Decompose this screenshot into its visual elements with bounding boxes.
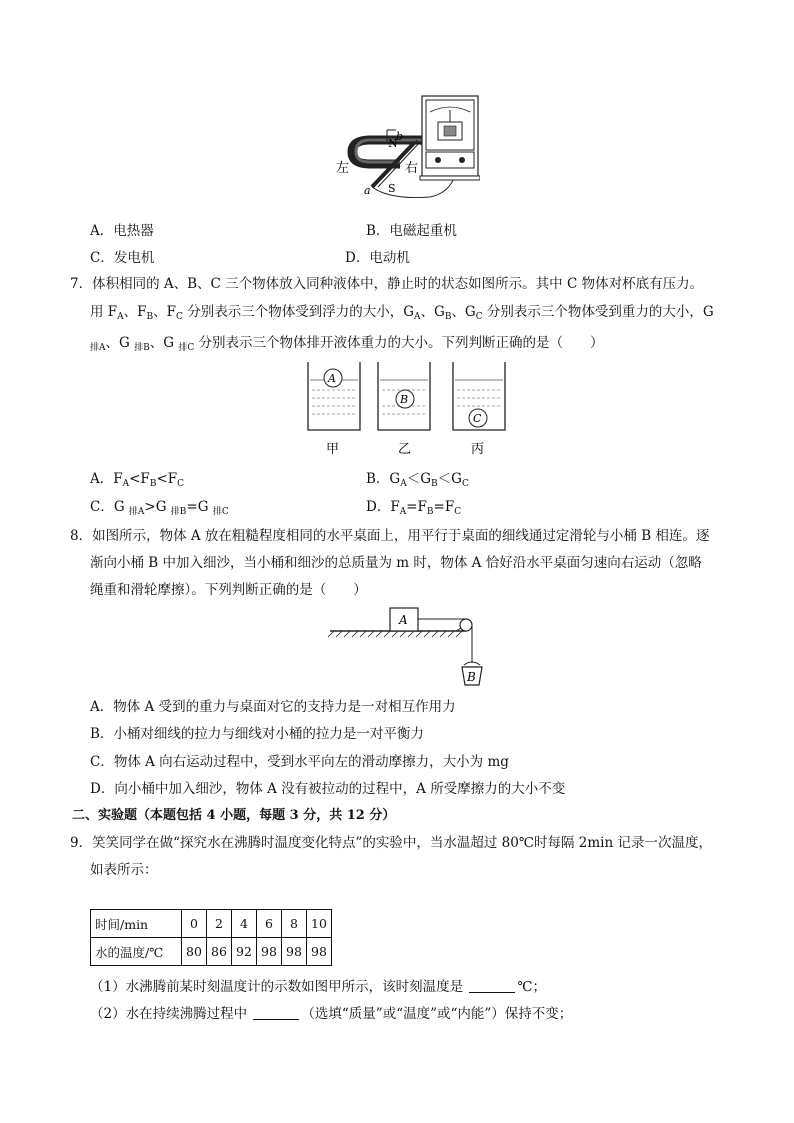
q7-option-a: A．$F_A<F_B<F_C$ [90,471,185,489]
q8-line2: 渐向小桶 B 中加入细沙，当小桶和细沙的总质量为 m 时，物体 A 恰好沿水平桌面匀速向右运动（忽略 [90,555,702,571]
q7-line3: $_{排A}$、G $_{排B}$、G $_{排C}$ 分别表示三个物体排开液体重力的大小。下列判断正确的是（ ） [90,335,604,353]
table-cell: 6 [257,910,282,938]
cup-name-jia: 甲 [326,442,340,457]
table-cell: 2 [207,910,232,938]
q6-option-d: D．电动机 [345,250,410,266]
label-b: b [396,130,404,143]
ball-c: C [473,412,482,425]
q8-line3: 绳重和滑轮摩擦）。下列判断正确的是（ ） [90,582,367,598]
q7-line1: 7．体积相同的 A、B、C 三个物体放入同种液体中，静止时的状态如图所示。其中 C 物体对杯底有压力。 [70,276,704,292]
q8-option-a: A．物体 A 受到的重力与桌面对它的支持力是一对相互作用力 [90,699,456,715]
q7-option-c: C．G $_{排A}$>G $_{排B}$=G $_{排C}$ [90,499,229,517]
q9-sub1: （1）水沸腾前某时刻温度计的示数如图甲所示，该时刻温度是 ℃； [90,979,546,995]
bucket-b-label: B [467,670,476,684]
pulley-figure [328,603,488,687]
label-right: 右 [405,161,419,176]
q8-line1: 8．如图所示，物体 A 放在粗糙程度相同的水平桌面上，用平行于桌面的细线通过定滑轮与小桶 B 相连。逐 [70,528,710,544]
block-a-label: A [399,613,408,627]
three-cups-figure [300,358,510,458]
cup-jia [308,362,360,457]
table-cell: 98 [307,938,332,966]
table-row [91,938,332,966]
cup-name-yi: 乙 [398,442,412,457]
label-a: a [364,184,371,197]
table-header-temp: 水的温度/℃ [91,938,182,966]
answer-blank[interactable] [253,1007,299,1020]
ball-b: B [400,393,409,406]
q6-option-a: A．电热器 [90,223,154,239]
q7-option-b: B．$G_A<G_B<G_C$ [366,471,469,489]
table-header-time: 时间/min [91,910,182,938]
answer-blank[interactable] [469,980,515,993]
label-left: 左 [336,161,350,176]
pulley [460,619,472,631]
q8-option-b: B．小桶对细线的拉力与细线对小桶的拉力是一对平衡力 [90,726,424,742]
table-cell: 98 [257,938,282,966]
cup-bing [453,362,505,457]
label-s: S [388,182,396,195]
table-cell: 0 [182,910,207,938]
table-cell: 98 [282,938,307,966]
q8-option-d: D．向小桶中加入细沙，物体 A 没有被拉动的过程中，A 所受摩擦力的大小不变 [90,781,566,797]
table-row [91,910,332,938]
temperature-table [90,909,332,966]
ball-a: A [328,372,336,385]
table-cell: 86 [207,938,232,966]
q6-option-c: C．发电机 [90,250,155,266]
generator-figure [330,92,480,200]
table-cell: 10 [307,910,332,938]
q7-option-d: D．$F_A=F_B=F_C$ [366,499,462,517]
q9-sub2: （2）水在持续沸腾过程中 （选填“质量”或“温度”或“内能”）保持不变； [90,1006,573,1022]
q7-line2: 用 $F_A$、$F_B$、$F_C$ 分别表示三个物体受到浮力的大小，$G_A$、$G_B$、$G_C$ 分别表示三个物体受到重力的大小，G [90,304,714,322]
table-cell: 80 [182,938,207,966]
q9-line2: 如表所示： [90,862,158,878]
table-cell: 8 [282,910,307,938]
table-cell: 4 [232,910,257,938]
q8-option-c: C．物体 A 向右运动过程中，受到水平向左的滑动摩擦力，大小为 mg [90,754,509,770]
q6-option-b: B．电磁起重机 [366,223,457,239]
label-n: N [388,137,398,150]
cup-name-bing: 丙 [471,442,485,457]
cup-yi [378,362,430,457]
q9-line1: 9．笑笑同学在做“探究水在沸腾时温度变化特点”的实验中，当水温超过 80℃时每隔 2min 记录一次温度， [70,835,712,851]
table-cell: 92 [232,938,257,966]
section-title: 二、实验题（本题包括 4 小题，每题 3 分，共 12 分） [72,808,396,823]
galvanometer [420,96,480,180]
